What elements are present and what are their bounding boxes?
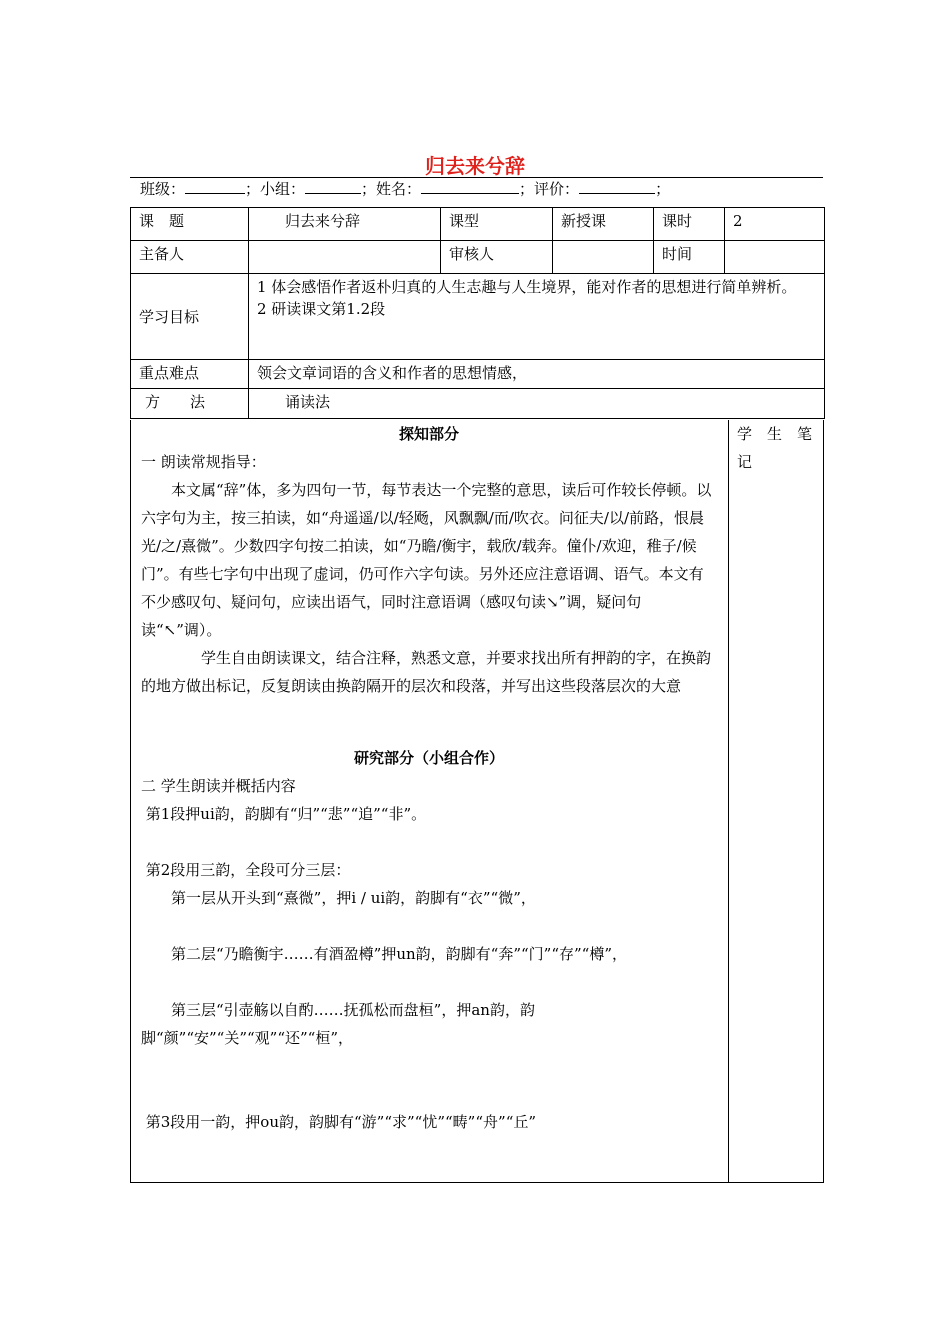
student-info-line [140,178,670,199]
preparer-label: 主备人 [131,241,249,274]
type-label: 课型 [441,208,553,241]
preparer-value [249,241,441,274]
topic-label: 课 题 [131,208,249,241]
method-value: 诵读法 [249,389,825,419]
eval-label: ；评价： [519,180,580,198]
eval-blank[interactable] [579,179,655,194]
key-label: 重点难点 [131,360,249,389]
explore-para-2: 学生自由朗读课文，结合注释，熟悉文意，并要求找出所有押韵的字，在换韵的地方做出标记，反复朗读由换韵隔开的层次和段落，并写出这些段落层次的大意 [141,649,712,695]
page-title: 归去来兮辞 [425,154,525,178]
name-blank[interactable] [421,179,519,194]
key-value: 领会文章词语的含义和作者的思想情感， [249,360,825,389]
reviewer-value [553,241,654,274]
notes-divider [728,420,729,1182]
notes-label: 学 生 笔 记 [737,425,828,471]
topic-value: 归去来兮辞 [249,208,441,241]
class-blank[interactable] [185,179,245,194]
research-line-1: 第1段押ui韵，韵脚有“归”“悲”“追”“非”。 [141,805,427,823]
class-label: 班级： [140,180,186,198]
research-heading: 二 学生朗读并概括内容 [141,777,296,795]
method-label: 方 法 [131,389,249,419]
group-blank[interactable] [305,179,361,194]
research-title: 研究部分（小组合作） [353,749,504,767]
hours-value: 2 [725,208,825,241]
lesson-header-table [130,207,825,419]
type-value: 新授课 [553,208,654,241]
reviewer-label: 审核人 [441,241,553,274]
name-label: ；姓名： [361,180,422,198]
time-label: 时间 [654,241,725,274]
hours-label: 课时 [654,208,725,241]
goal-2: 2 研读课文第1.2段 [257,300,386,318]
explore-title: 探知部分 [398,425,459,443]
research-line-3: 第一层从开头到“熹微”，押i / ui韵，韵脚有“衣”“微”， [171,889,536,907]
research-line-6: 第3段用一韵，押ou韵，韵脚有“游”“求”“忧”“畴”“舟”“丘” [141,1113,537,1131]
goal-cell [249,274,825,360]
time-value [725,241,825,274]
explore-heading: 一 朗读常规指导： [141,453,266,471]
info-end: ； [655,180,671,198]
goal-label: 学习目标 [131,274,249,360]
research-line-2: 第2段用三韵，全段可分三层： [141,861,351,879]
lesson-content [141,420,717,1136]
lesson-body [130,420,828,1183]
explore-para-1: 本文属“辞”体，多为四句一节，每节表达一个完整的意思，读后可作较长停顿。以六字句为主，按三拍读，如“舟遥遥/以/轻飏，风飘飘/而/吹衣。问征夫/以/前路，恨晨光/之/熹微”。少数四字句按二拍读，如“乃瞻/衡宇，载欣/载奔。僮仆/欢迎，稚子/候门”。有些七字句中出现了虚词，仍可作六字句读。另外还应注意语调、语气。本文有不少感叹句、疑问句，应读出语气，同时注意语调（感叹句读↘”调，疑问句读“↖”调）。 [141,481,712,639]
research-line-5: 第三层“引壶觞以自酌……抚孤松而盘桓”，押an韵，韵脚“颜”“安”“关”“观”“还”“桓”， [141,1001,535,1047]
group-label: ；小组： [245,180,306,198]
student-notes-column [737,420,828,476]
goal-1: 1 体会感悟作者返朴归真的人生志趣与人生境界，能对作者的思想进行简单辨析。 [257,278,797,296]
research-line-4: 第二层“乃瞻衡宇……有酒盈樽”押un韵，韵脚有“奔”“门”“存”“樽”， [171,945,628,963]
